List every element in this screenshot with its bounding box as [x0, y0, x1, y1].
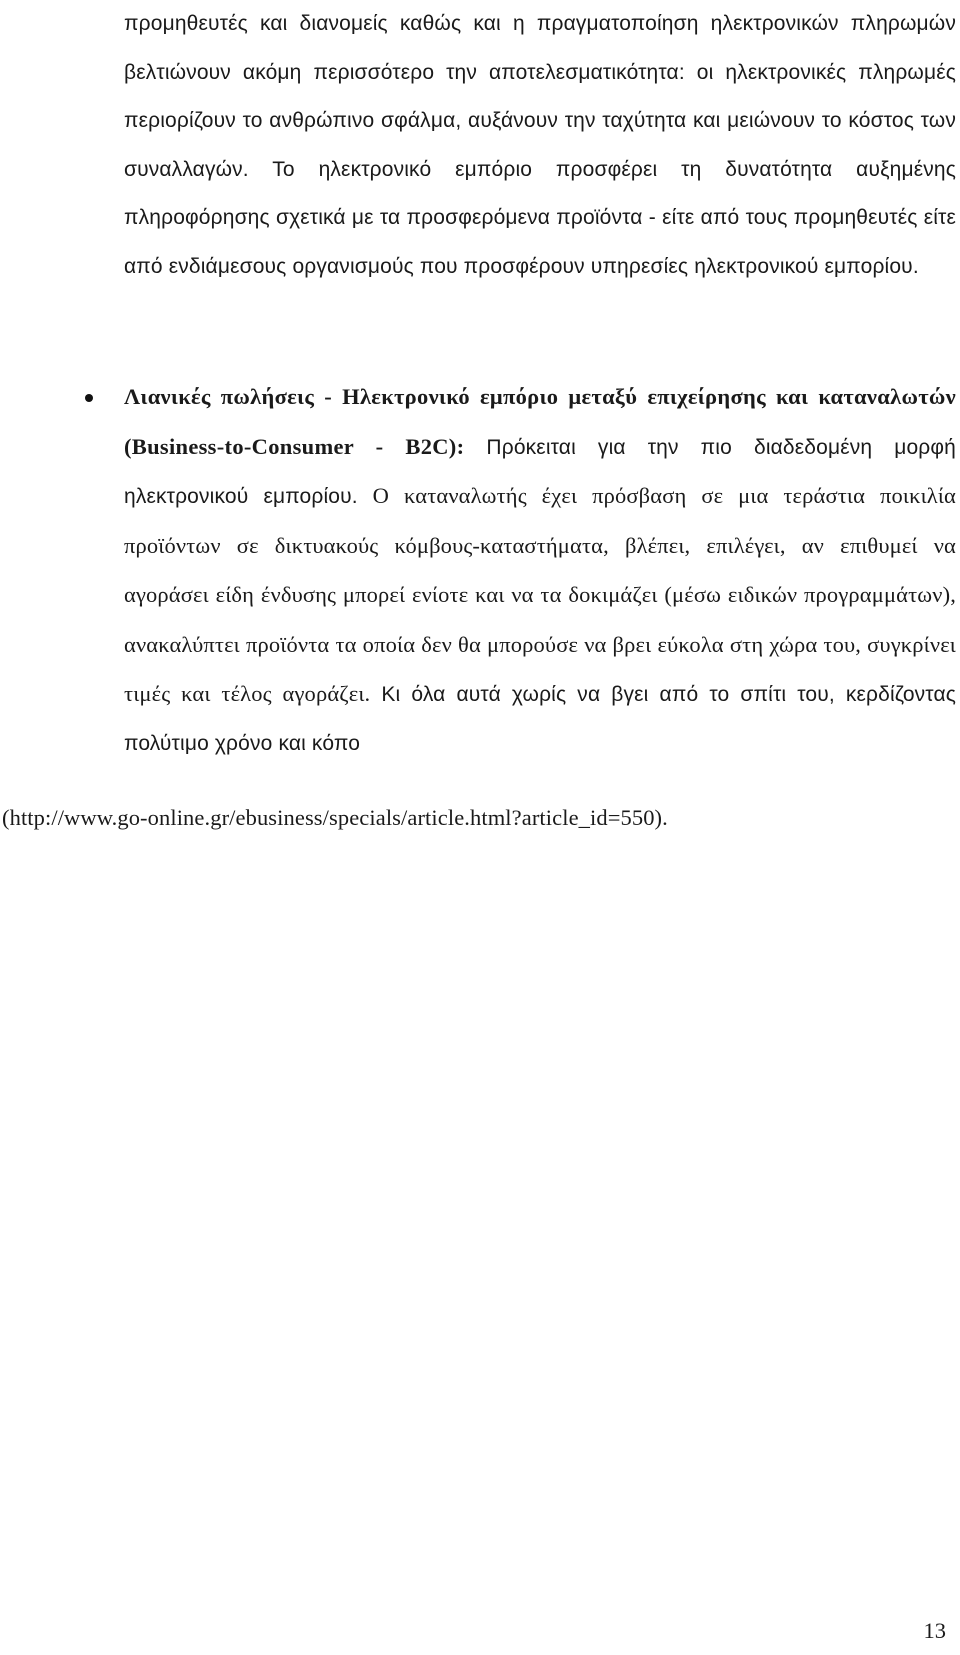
bullet-list-item: [124, 373, 956, 768]
bullet-text-closing: Κι όλα αυτά χωρίς να βγει από το σπίτι του, κερδίζοντας πολύτιμο χρόνο και κόπο: [124, 683, 957, 755]
bullet-text-intro: Πρόκειται για την πιο διαδεδομένη μορφή ηλεκτρονικού εμπορίου.: [124, 435, 956, 508]
url-citation: (http://www.go-online.gr/ebusiness/specials/article.html?article_id=550).: [2, 805, 668, 830]
bullet-heading: Λιανικές πωλήσεις - Ηλεκτρονικό εμπόριο μεταξύ επιχείρησης και καταναλωτών (Business-to-Consumer - B2C):: [124, 384, 956, 459]
page-number: 13: [923, 1618, 946, 1643]
bullet-text-body: Ο καταναλωτής έχει πρόσβαση σε μια τεράστια ποικιλία προϊόντων σε δικτυακούς κόμβους-καταστήματα, βλέπει, επιλέγει, αν επιθυμεί να αγοράσει είδη ένδυσης μπορεί ενίοτε και να τα δοκιμάζει (μέσω ειδικών προγραμμάτων), ανακαλύπτει προϊόντα τα οποία δεν θα μπορούσε να βρει εύκολα στη χώρα του, συγκρίνει τιμές και τέλος αγοράζει.: [124, 483, 956, 706]
body-paragraph: προμηθευτές και διανομείς καθώς και η πραγματοποίηση ηλεκτρονικών πληρωμών βελτιώνουν ακόμη περισσότερο την αποτελεσματικότητα: οι ηλεκτρονικές πληρωμές περιορίζουν το ανθρώπινο σφάλμα, αυξάνουν την ταχύτητα και μειώνουν το κόστος των συναλλαγών. Το ηλεκτρονικό εμπόριο προσφέρει τη δυνατότητα αυξημένης πληροφόρησης σχετικά με τα προσφερόμενα προϊόντα - είτε από τους προμηθευτές είτε από ενδιάμεσους οργανισμούς που προσφέρουν υπηρεσίες ηλεκτρονικού εμπορίου.: [124, 12, 956, 278]
bullet-icon: [85, 394, 93, 402]
